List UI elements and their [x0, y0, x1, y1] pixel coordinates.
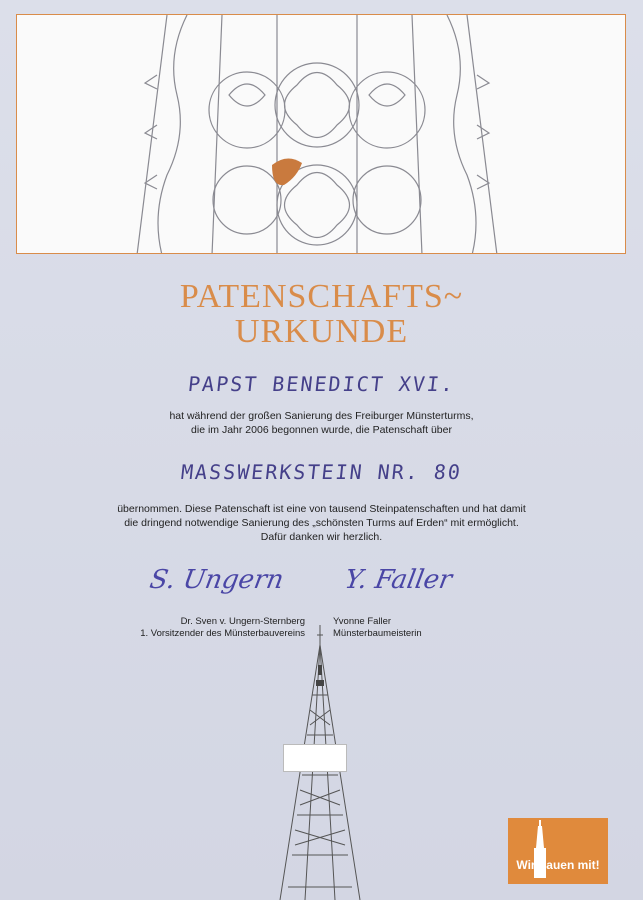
signer-right-role: Münsterbaumeisterin: [333, 628, 422, 639]
intro-line-1: hat während der großen Sanierung des Freiburger Münsterturms,: [169, 410, 474, 422]
recipient-name: PAPST BENEDICT XVI.: [186, 372, 457, 396]
badge-label: Wir bauen mit!: [516, 858, 600, 872]
signature-right: Y. Faller: [342, 565, 455, 595]
wir-bauen-mit-badge: [508, 818, 608, 884]
sponsored-object: MASSWERKSTEIN NR. 80: [179, 460, 464, 484]
intro-line-2: die im Jahr 2006 begonnen wurde, die Patenschaft über: [191, 424, 452, 436]
closing-line-1: übernommen. Diese Patenschaft ist eine von tausend Steinpatenschaften und hat damit: [117, 503, 526, 515]
tracery-illustration: [16, 14, 626, 254]
title-line-2: URKUNDE: [234, 313, 409, 350]
closing-line-3: Dafür danken wir herzlich.: [260, 531, 383, 543]
signer-right-name: Yvonne Faller: [333, 616, 392, 627]
signer-left-role: 1. Vorsitzender des Münsterbauvereins: [140, 628, 305, 639]
signature-left: S. Ungern: [147, 565, 286, 595]
highlighted-stone: [272, 158, 302, 185]
blank-label-box: [283, 744, 347, 772]
signer-left-name: Dr. Sven v. Ungern-Sternberg: [180, 616, 305, 627]
title-line-1: PATENSCHAFTS~: [179, 278, 464, 315]
closing-line-2: die dringend notwendige Sanierung des „schönsten Turms auf Erden“ mit ermöglicht.: [124, 517, 519, 529]
